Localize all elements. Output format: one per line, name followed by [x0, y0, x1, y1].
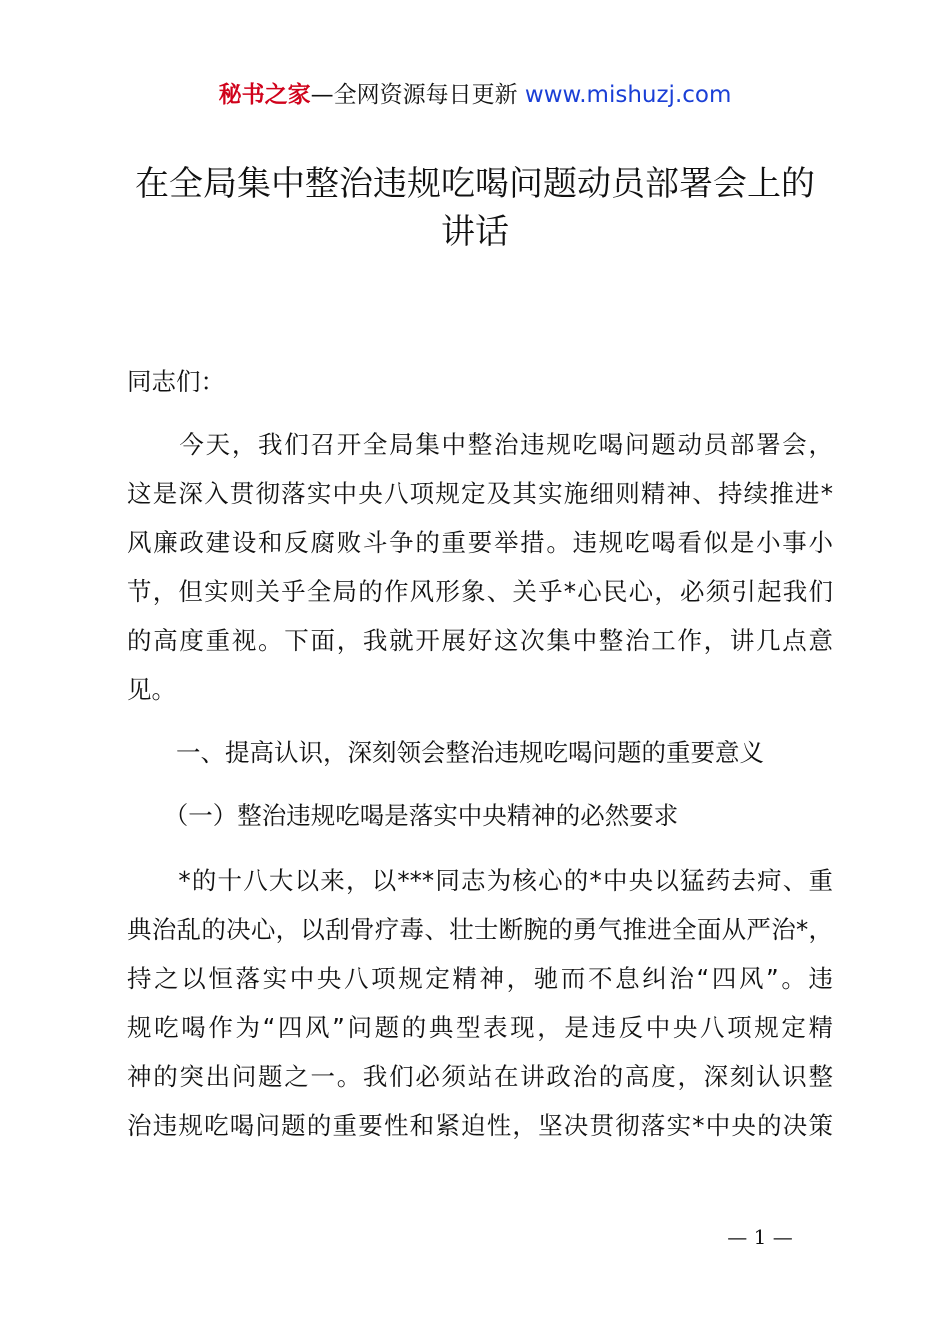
paragraph-1-line-1: 今天，我们召开全局集中整治违规吃喝问题动员部署会， — [127, 430, 833, 459]
paragraph-1-line-6: 见。 — [127, 675, 176, 704]
paragraph-2-line-4: 规吃喝作为“四风”问题的典型表现，是违反中央八项规定精 — [127, 1013, 833, 1042]
title-line-1: 在全局集中整治违规吃喝问题动员部署会上的 — [135, 164, 815, 204]
paragraph-2-line-2: 典治乱的决心，以刮骨疗毒、壮士断腕的勇气推进全面从严治*， — [127, 915, 833, 944]
paragraph-1-line-2: 这是深入贯彻落实中央八项规定及其实施细则精神、持续推进* — [127, 479, 833, 508]
paragraph-2-line-1: *的十八大以来，以***同志为核心的*中央以猛药去疴、重 — [127, 866, 833, 895]
title-line-2: 讲话 — [441, 212, 509, 252]
header-url[interactable]: www.mishuzj.com — [524, 82, 732, 108]
salutation: 同志们： — [127, 367, 225, 396]
page-number: — 1 — — [727, 1225, 793, 1249]
section-heading-1: 一、提高认识，深刻领会整治违规吃喝问题的重要意义 — [127, 738, 764, 767]
paragraph-1-line-5: 的高度重视。下面，我就开展好这次集中整治工作，讲几点意 — [127, 626, 833, 655]
paragraph-1-line-4: 节，但实则关乎全局的作风形象、关乎*心民心，必须引起我们 — [127, 577, 833, 606]
header-brand: 秘书之家 — [218, 82, 311, 108]
paragraph-2-line-3: 持之以恒落实中央八项规定精神，驰而不息纠治“四风”。违 — [127, 964, 833, 993]
document-title — [110, 160, 840, 256]
paragraph-1-line-3: 风廉政建设和反腐败斗争的重要举措。违规吃喝看似是小事小 — [127, 528, 833, 557]
paragraph-2-line-6: 治违规吃喝问题的重要性和紧迫性，坚决贯彻落实*中央的决策 — [127, 1111, 833, 1140]
site-header — [0, 78, 950, 112]
paragraph-2-line-5: 神的突出问题之一。我们必须站在讲政治的高度，深刻认识整 — [127, 1062, 833, 1091]
header-tagline: —全网资源每日更新 — [310, 82, 518, 108]
subsection-heading-1-1: （一）整治违规吃喝是落实中央精神的必然要求 — [127, 801, 679, 830]
